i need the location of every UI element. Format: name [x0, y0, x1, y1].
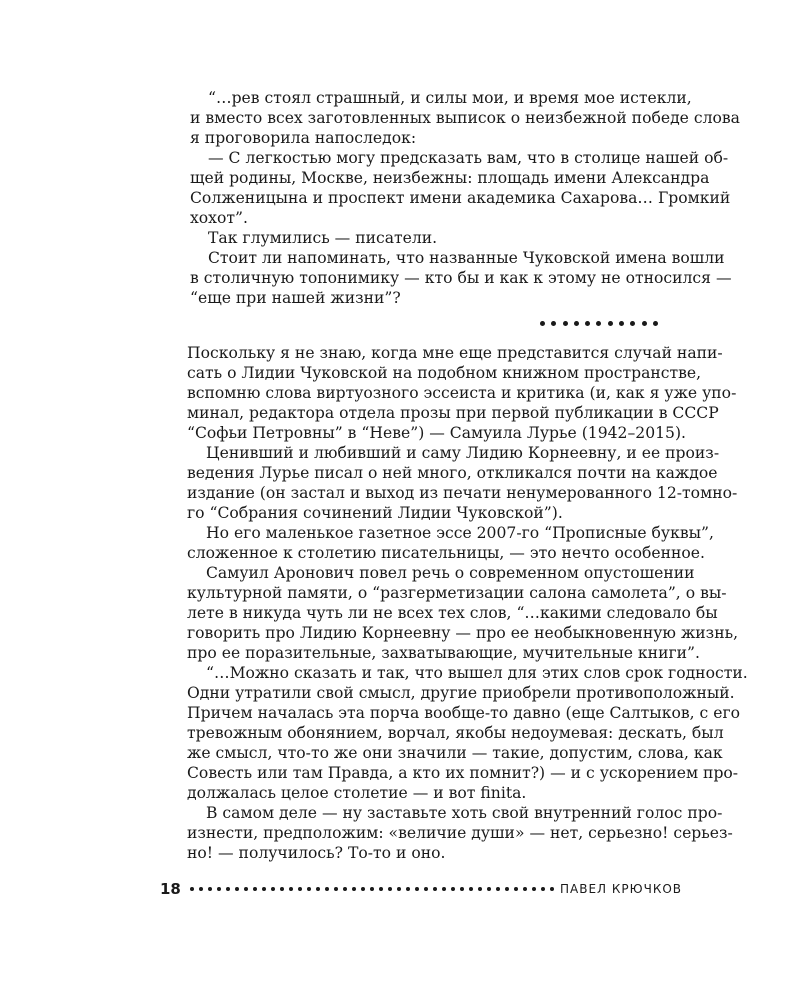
separator-dot [574, 321, 579, 326]
quote-line: я проговорила напоследок: [190, 129, 417, 147]
footer-dot [514, 887, 518, 891]
footer-dot [460, 887, 464, 891]
page-number: 18 [160, 880, 181, 898]
footer-dot [469, 887, 473, 891]
body-line: должалась целое столетие — и вот finita. [187, 784, 527, 802]
footer-dot [334, 887, 338, 891]
quote-line: Солженицына и проспект имени академика Сахарова… Громкий [190, 189, 731, 207]
separator-dot [596, 321, 601, 326]
body-line: культурной памяти, о “разгерметизации салона самолета”, о вы- [187, 584, 727, 602]
body-line: изнести, предположим: «величие души» — нет, серьезно! серьез- [187, 824, 733, 842]
body-line: минал, редактора отдела прозы при первой публикации в СССР [187, 404, 719, 422]
body-line: же смысл, что-то же они значили — такие, допустим, слова, как [187, 744, 723, 762]
body-line: “Софьи Петровны” в “Неве”) — Самуила Лурье (1942–2015). [187, 424, 686, 442]
quote-line: и вместо всех заготовленных выписок о неизбежной победе слова [190, 109, 740, 127]
footer-dot [298, 887, 302, 891]
footer-dot [280, 887, 284, 891]
footer-dot [433, 887, 437, 891]
quote-line: Так глумились — писатели. [208, 229, 438, 247]
body-line: Одни утратили свой смысл, другие приобрели противоположный. [187, 684, 735, 702]
footer-dot [523, 887, 527, 891]
footer-dot [253, 887, 257, 891]
body-line: Самуил Аронович повел речь о современном опустошении [206, 564, 695, 582]
footer-dot [361, 887, 365, 891]
footer-dot [262, 887, 266, 891]
body-line: но! — получилось? То-то и оно. [187, 844, 446, 862]
separator-dot [585, 321, 590, 326]
footer-dot [379, 887, 383, 891]
body-line: Ценивший и любивший и саму Лидию Корнеевну, и ее произ- [206, 444, 720, 462]
body-line: говорить про Лидию Корнеевну — про ее необыкновенную жизнь, [187, 624, 739, 642]
body-line: Совесть или там Правда, а кто их помнит?) — и с ускорением про- [187, 764, 739, 782]
body-line: сложенное к столетию писательницы, — это нечто особенное. [187, 544, 705, 562]
footer-dot [397, 887, 401, 891]
body-line: тревожным обонянием, ворчал, якобы недоумевая: дескать, был [187, 724, 724, 742]
quote-line: “…рев стоял страшный, и силы мои, и время мое истекли, [208, 89, 692, 107]
footer-dot [406, 887, 410, 891]
footer-dot [244, 887, 248, 891]
footer-dot [487, 887, 491, 891]
footer-dot [226, 887, 230, 891]
body-line: “…Можно сказать и так, что вышел для этих слов срок годности. [206, 664, 748, 682]
footer-dot-leader [190, 882, 554, 896]
separator-dot [551, 321, 556, 326]
footer-dot [370, 887, 374, 891]
separator-dot [619, 321, 624, 326]
footer-dot [541, 887, 545, 891]
footer-dot [271, 887, 275, 891]
footer-dot [235, 887, 239, 891]
separator-dot [653, 321, 658, 326]
running-footer-author: ПАВЕЛ КРЮЧКОВ [560, 882, 683, 896]
body-line: про ее поразительные, захватывающие, мучительные книги”. [187, 644, 700, 662]
separator-dot [563, 321, 568, 326]
body-line: лете в никуда чуть ли не всех тех слов, “…какими следовало бы [187, 604, 718, 622]
footer-dot [289, 887, 293, 891]
footer-dot [550, 887, 554, 891]
footer-dot [199, 887, 203, 891]
body-line: издание (он застал и выход из печати ненумерованного 12-томно- [187, 484, 738, 502]
footer-dot [343, 887, 347, 891]
footer-dot [505, 887, 509, 891]
footer-dot [424, 887, 428, 891]
footer-dot [442, 887, 446, 891]
footer-dot [190, 887, 194, 891]
separator-dot [642, 321, 647, 326]
body-line: вспомню слова виртуозного эссеиста и критика (и, как я уже упо- [187, 384, 737, 402]
quote-line: Стоит ли напоминать, что названные Чуковской имена вошли [208, 249, 725, 267]
section-separator [540, 316, 658, 330]
footer-dot [208, 887, 212, 891]
body-line: ведения Лурье писал о ней много, откликался почти на каждое [187, 464, 718, 482]
footer-dot [451, 887, 455, 891]
footer-dot [388, 887, 392, 891]
body-line: го “Собрания сочинений Лидии Чуковской”). [187, 504, 563, 522]
body-line: В самом деле — ну заставьте хоть свой внутренний голос про- [206, 804, 723, 822]
body-line: сать о Лидии Чуковской на подобном книжном пространстве, [187, 364, 702, 382]
footer-dot [496, 887, 500, 891]
footer-dot [352, 887, 356, 891]
body-line: Поскольку я не знаю, когда мне еще представится случай напи- [187, 344, 723, 362]
footer-dot [325, 887, 329, 891]
separator-dot [540, 321, 545, 326]
quote-line: щей родины, Москве, неизбежны: площадь имени Александра [190, 169, 710, 187]
body-line: Причем началась эта порча вообще-то давно (еще Салтыков, с его [187, 704, 741, 722]
quote-line: в столичную топонимику — кто бы и как к этому не относился — [190, 269, 732, 287]
footer-dot [316, 887, 320, 891]
footer-dot [532, 887, 536, 891]
quote-line: хохот”. [190, 209, 248, 227]
separator-dot [608, 321, 613, 326]
quote-line: — С легкостью могу предсказать вам, что в столице нашей об- [208, 149, 729, 167]
body-line: Но его маленькое газетное эссе 2007-го “Прописные буквы”, [206, 524, 714, 542]
separator-dot [630, 321, 635, 326]
footer-dot [217, 887, 221, 891]
footer-dot [415, 887, 419, 891]
footer-dot [478, 887, 482, 891]
quote-line: “еще при нашей жизни”? [190, 289, 401, 307]
footer-dot [307, 887, 311, 891]
